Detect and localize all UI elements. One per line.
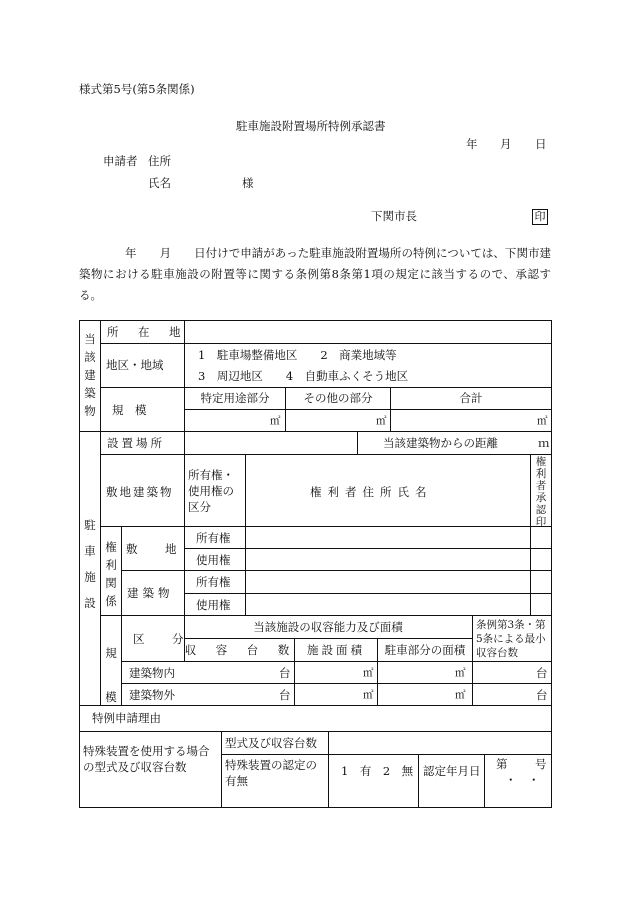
district-option-2: 3 周辺地区 4 自動車ふくそう地区	[198, 369, 409, 383]
document-title: 駐車施設附置場所特例承認書	[236, 119, 386, 133]
number-go: 号	[535, 757, 547, 771]
honorific: 様	[242, 176, 254, 190]
date-dots: ・ ・	[505, 773, 540, 787]
date-year: 年	[466, 137, 478, 151]
model-capacity-label: 型式及び収容台数	[225, 736, 317, 750]
mayor-label: 下関市長	[371, 209, 417, 223]
rights-approval-seal-label: 権利者承認印	[535, 456, 547, 528]
address-label: 住所	[148, 154, 171, 168]
special-device-label: 特殊装置を使用する場合の型式及び収容台数	[83, 744, 210, 774]
outdoor-label: 建築物外	[129, 688, 175, 702]
seal-mark: 印	[532, 209, 548, 225]
applicant-label: 申請者	[103, 154, 138, 168]
date-month: 月	[500, 137, 512, 151]
install-location-label: 設置場所	[107, 436, 165, 450]
ownership-class-label: 所有権・使用権の区分	[188, 468, 234, 514]
number-dai: 第	[496, 757, 508, 771]
district-option-1: 1 駐車場整備地区 2 商業地域等	[198, 348, 397, 362]
scale-label: 規 模	[112, 403, 147, 417]
parking-section-label: 駐車施設	[84, 518, 96, 610]
yes-no-options: 1 有 2 無	[341, 764, 414, 778]
facility-area-header: 施設面積	[307, 643, 365, 657]
building-label: 建築物	[127, 586, 174, 600]
unit-m2: ㎡	[376, 415, 387, 427]
unit-m: ｍ	[538, 436, 550, 450]
distance-label: 当該建築物からの距離	[383, 436, 498, 450]
capacity-area-header: 当該施設の収容能力及び面積	[253, 620, 403, 634]
ownership-label: 所有権	[196, 531, 231, 545]
unit-m2: ㎡	[363, 689, 374, 701]
specific-use-header: 特定用途部分	[200, 391, 270, 405]
cert-date-label: 認定年月日	[423, 764, 481, 778]
site-building-label: 敷地建築物	[106, 485, 174, 499]
building-section-label: 当該建築物	[84, 332, 96, 418]
unit-cars: 台	[536, 666, 548, 680]
unit-m2: ㎡	[455, 667, 466, 679]
name-label: 氏名	[148, 176, 171, 190]
unit-cars: 台	[536, 688, 548, 702]
unit-m2: ㎡	[455, 689, 466, 701]
other-part-header: その他の部分	[303, 391, 373, 405]
rights-relation-label: 権利関係	[105, 540, 117, 608]
usage-right-label: 使用権	[196, 598, 231, 612]
site-label: 敷 地	[126, 542, 185, 556]
date-day: 日	[535, 137, 547, 151]
scale-short-label: 規模	[105, 646, 117, 704]
special-reason-label: 特例申請理由	[92, 711, 161, 725]
unit-m2: ㎡	[363, 667, 374, 679]
ownership-label: 所有権	[196, 575, 231, 589]
rights-holder-label: 権利者住所氏名	[310, 485, 433, 499]
unit-m2: ㎡	[537, 415, 548, 427]
form-number: 様式第5号(第5条関係)	[79, 82, 195, 96]
indoor-label: 建築物内	[129, 666, 175, 680]
device-certified-label: 特殊装置の認定の有無	[225, 758, 317, 788]
district-label: 地区・地域	[106, 358, 164, 372]
approval-text: 年 月 日付けで申請があった駐車施設附置場所の特例については、下関市建築物における駐車施設の附置等に関する条例第8条第1項の規定に該当するので、承認する。	[79, 246, 551, 302]
capacity-count-header: 収 容 台 数	[184, 643, 294, 657]
unit-cars: 台	[279, 666, 291, 680]
unit-cars: 台	[279, 688, 291, 702]
unit-m2: ㎡	[270, 415, 281, 427]
usage-right-label: 使用権	[196, 553, 231, 567]
ordinance-min-header: 条例第3条・第5条による最小収容台数	[476, 619, 546, 659]
total-header: 合計	[459, 391, 483, 405]
division-label: 区 分	[133, 632, 192, 646]
location-label: 所 在 地	[107, 325, 185, 339]
parking-area-header: 駐車部分の面積	[384, 643, 466, 657]
